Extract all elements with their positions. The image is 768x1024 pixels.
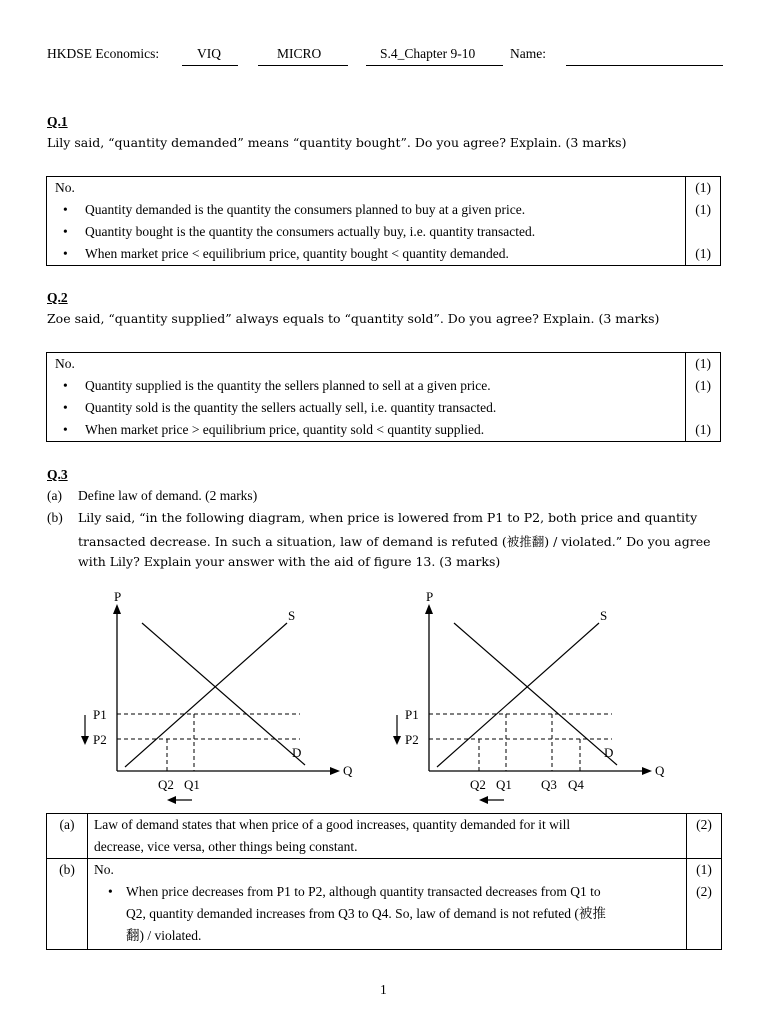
quantity-axis-arrow-icon	[330, 767, 340, 775]
answer-point: When market price > equilibrium price, quantity sold < quantity supplied.	[85, 422, 485, 437]
quantity-axis-arrow-icon	[642, 767, 652, 775]
quantity-axis-label: Q	[655, 763, 665, 778]
p1-label: P1	[93, 707, 107, 722]
answer-line: decrease, vice versa, other things being constant.	[94, 839, 358, 854]
demand-curve	[454, 623, 617, 765]
bullet-icon: •	[63, 224, 68, 239]
q2-question: Zoe said, “quantity supplied” always equals to “quantity sold”. Do you agree? Explain. (3 marks)	[47, 311, 660, 326]
q3b-question-line: with Lily? Explain your answer with the aid of figure 13. (3 marks)	[78, 554, 501, 569]
price-axis-label: P	[426, 589, 434, 604]
q3-title: Q.3	[47, 467, 68, 482]
q1-answer-box	[46, 176, 721, 266]
answer-part-label: (a)	[59, 817, 75, 832]
right-supply-demand-diagram	[382, 585, 682, 810]
q1-label: Q1	[496, 777, 512, 792]
left-supply-demand-diagram	[70, 585, 370, 810]
q4-label: Q4	[568, 777, 584, 792]
q2-answer-box	[46, 352, 721, 442]
bullet-icon: •	[63, 378, 68, 393]
p2-label: P2	[405, 732, 419, 747]
answer-point: Quantity demanded is the quantity the consumers planned to buy at a given price.	[85, 202, 526, 217]
down-arrow-icon	[81, 736, 89, 745]
q2-title: Q.2	[47, 290, 68, 305]
supply-label: S	[600, 608, 608, 623]
price-axis-arrow-icon	[425, 604, 433, 614]
answer-line: Q2, quantity demanded increases from Q3 to Q4. So, law of demand is not refuted (被推	[126, 906, 606, 921]
p1-label: P1	[405, 707, 419, 722]
q2-label: Q2	[470, 777, 486, 792]
mark: (2)	[696, 884, 712, 899]
p2-label: P2	[93, 732, 107, 747]
q1-question: Lily said, “quantity demanded” means “quantity bought”. Do you agree? Explain. (3 marks)	[47, 135, 627, 150]
mark: (1)	[695, 180, 712, 195]
type-field: VIQ	[197, 46, 221, 61]
demand-curve	[142, 623, 305, 765]
bullet-icon: •	[63, 400, 68, 415]
answer-line: 翻) / violated.	[126, 928, 202, 943]
demand-label: D	[604, 745, 614, 760]
answer-line: When price decreases from P1 to P2, although quantity transacted decreases from Q1 to	[126, 884, 601, 899]
subject-label: HKDSE Economics:	[47, 46, 160, 61]
q3-label: Q3	[541, 777, 557, 792]
mark: (1)	[695, 378, 712, 393]
type-underline	[182, 65, 238, 66]
mark: (1)	[695, 422, 712, 437]
left-arrow-icon	[479, 796, 488, 804]
name-label: Name:	[510, 46, 546, 61]
q1-title: Q.1	[47, 114, 68, 129]
down-arrow-icon	[393, 736, 401, 745]
mark	[686, 221, 720, 243]
answer-lead: No.	[55, 356, 75, 371]
demand-label: D	[292, 745, 302, 760]
bullet-icon: •	[63, 246, 68, 261]
price-axis-arrow-icon	[113, 604, 121, 614]
left-arrow-icon	[167, 796, 176, 804]
answer-point: When market price < equilibrium price, quantity bought < quantity demanded.	[85, 246, 509, 261]
q2-label: Q2	[158, 777, 174, 792]
mark: (1)	[696, 862, 712, 877]
mark: (1)	[695, 246, 712, 261]
mark	[686, 397, 720, 419]
answer-lead: No.	[55, 180, 75, 195]
q3a-question: Define law of demand. (2 marks)	[78, 488, 258, 503]
mark: (2)	[696, 817, 712, 832]
q3b-question-line: transacted decrease. In such a situation, law of demand is refuted (被推翻) / violated.” Do you agree	[78, 534, 711, 549]
q1-label: Q1	[184, 777, 200, 792]
answer-point: Quantity sold is the quantity the sellers actually sell, i.e. quantity transacted.	[85, 400, 497, 415]
q3a-label: (a)	[47, 488, 62, 503]
area-underline	[258, 65, 348, 66]
area-field: MICRO	[277, 46, 322, 61]
answer-part-label: (b)	[59, 862, 75, 877]
bullet-icon: •	[108, 884, 113, 899]
q3-answer-box	[46, 813, 722, 950]
chapter-field: S.4_Chapter 9-10	[380, 46, 476, 61]
chapter-underline	[366, 65, 503, 66]
q3b-question-line: Lily said, “in the following diagram, when price is lowered from P1 to P2, both price and quantity	[78, 510, 698, 525]
price-axis-label: P	[114, 589, 122, 604]
supply-curve	[437, 623, 599, 767]
answer-point: Quantity supplied is the quantity the sellers planned to sell at a given price.	[85, 378, 491, 393]
answer-point: Quantity bought is the quantity the consumers actually buy, i.e. quantity transacted.	[85, 224, 536, 239]
mark: (1)	[695, 202, 712, 217]
name-underline[interactable]	[566, 65, 723, 66]
answer-line: Law of demand states that when price of a good increases, quantity demanded for it will	[94, 817, 571, 832]
page-number: 1	[380, 982, 387, 997]
mark: (1)	[695, 356, 712, 371]
bullet-icon: •	[63, 202, 68, 217]
q3b-label: (b)	[47, 510, 63, 525]
bullet-icon: •	[63, 422, 68, 437]
answer-lead: No.	[94, 862, 114, 877]
supply-label: S	[288, 608, 296, 623]
quantity-axis-label: Q	[343, 763, 353, 778]
supply-curve	[125, 623, 287, 767]
